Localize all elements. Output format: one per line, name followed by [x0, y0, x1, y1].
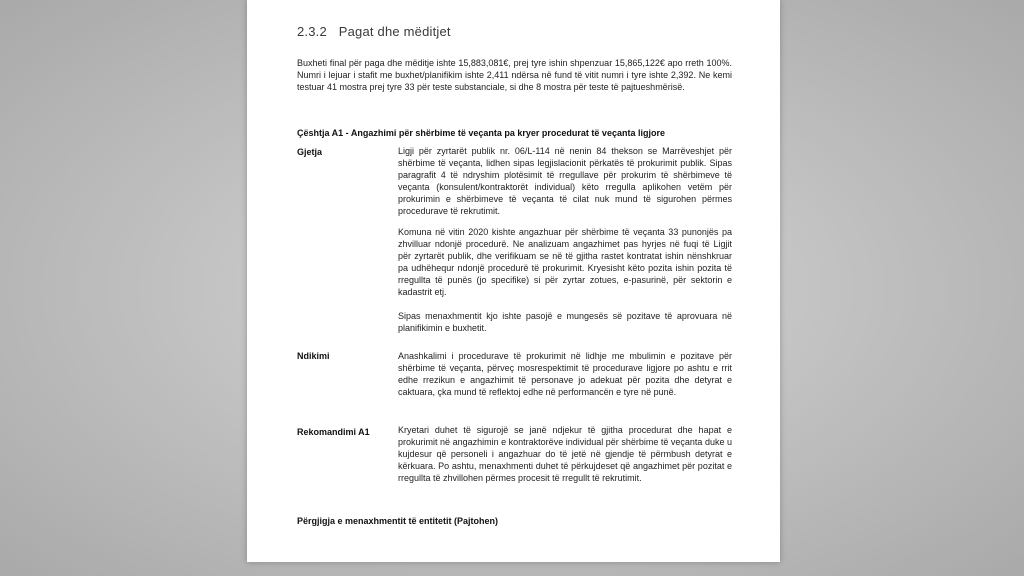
impact-paragraph: Anashkalimi i procedurave të prokurimit në lidhje me mbulimin e pozitave për shërbime të veçanta, përveç mosrespektimit të procedurave ligjore po ashtu e rrit edhe rrezikun e angazhimit të personave jo adekuat për pozita dhe detyrat e caktuara, çka mund të reflektoj edhe në performancën e tyre në punë. [398, 351, 732, 397]
recommendation-paragraph: Kryetari duhet të sigurojë se janë ndjekur të gjitha procedurat dhe hapat e prokurimit në angazhimin e kontraktorëve individual për shërbime të veçanta duke u kujdesur që personeli i angazhuar do të jetë në gjendje të përmbush detyrat e kërkuara. Po ashtu, menaxhmenti duhet të përkujdeset që angazhimet për pozitat e rregullta të zhvillohen përmes procesit të rregullt të rekrutimit. [398, 425, 732, 483]
finding-paragraph-1: Ligji për zyrtarët publik nr. 06/L-114 në nenin 84 thekson se Marrëveshjet për shërbime të veçanta, lidhen sipas legjislacionit përkatës të prokurimit publik. Sipas paragrafit 4 të ndryshim plotësimit të rregullave për prokurim të shërbimeve të veçanta (konsulent/kontraktorët individual) këto rregulla aplikohen vetëm për prokurimin e shërbimeve të veçanta të cilat nuk mund të sigurohen përmes procedurave të rekrutimit. [398, 146, 732, 216]
finding-paragraph-3: Sipas menaxhmentit kjo ishte pasojë e mungesës së pozitave të aprovuara në planifikimin e buxhetit. [398, 311, 732, 333]
intro-paragraph: Buxheti final për paga dhe mëditje ishte 15,883,081€, prej tyre ishin shpenzuar 15,865,122€ apo rreth 100%. Numri i lejuar i stafit me buxhet/planifikim ishte 2,411 ndërsa në fund të vitit numri i tyre ishte 2,392. Ne kemi testuar 41 mostra prej tyre 33 për teste substanciale, si dhe 8 mostra për teste të pajtueshmërisë. [297, 58, 732, 92]
finding-label: Gjetja [297, 147, 323, 157]
section-heading [297, 24, 451, 39]
issue-title: Çështja A1 - Angazhimi për shërbime të veçanta pa kryer procedurat të veçanta ligjore [297, 128, 665, 138]
recommendation-label: Rekomandimi A1 [297, 427, 370, 437]
section-title: Pagat dhe mëditjet [338, 24, 451, 39]
management-response-title: Përgjigja e menaxhmentit të entitetit (Pajtohen) [297, 516, 499, 526]
document-page [247, 0, 780, 562]
finding-paragraph-2: Komuna në vitin 2020 kishte angazhuar për shërbime të veçanta 33 punonjës pa zhvilluar ndonjë procedurë. Ne analizuam angazhimet pas hyrjes në fuqi të Ligjit për zyrtarët publik, dhe verifikuam se në të gjitha rastet kontratat ishin nënshkruar pa udhëhequr ndonjë procedurë të prokurimit. Kryesisht këto pozita ishin pozita të rregullta të punës (jo specifike) si për zyrtar zotues, e-pasurinë, për sektorin e kadastrit etj. [398, 227, 732, 297]
impact-label: Ndikimi [297, 351, 330, 361]
section-number: 2.3.2 [297, 24, 327, 39]
